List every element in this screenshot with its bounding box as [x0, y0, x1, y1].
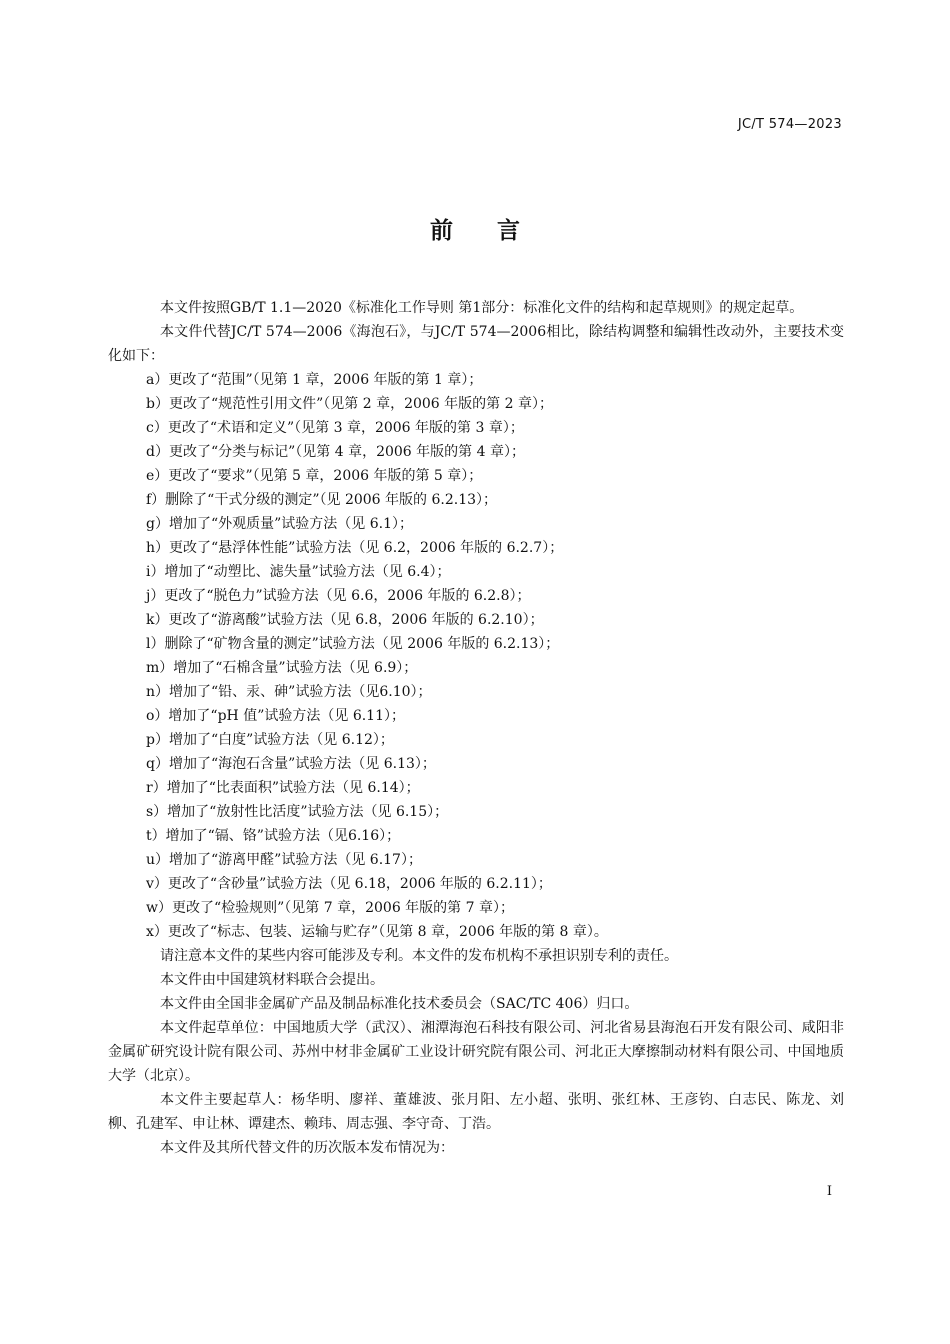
- list-item: e）更改了“要求”（见第 5 章，2006 年版的第 5 章）；: [146, 468, 483, 484]
- list-item: d）更改了“分类与标记”（见第 4 章，2006 年版的第 4 章）；: [146, 444, 525, 460]
- list-item: p）增加了“白度”试验方法（见 6.12）；: [146, 732, 394, 748]
- list-item: u）增加了“游离甲醛”试验方法（见 6.17）；: [146, 852, 422, 868]
- list-item: w）更改了“检验规则”（见第 7 章，2006 年版的第 7 章）；: [146, 900, 514, 916]
- list-item: b）更改了“规范性引用文件”（见第 2 章，2006 年版的第 2 章）；: [146, 396, 553, 412]
- paragraph-history: 本文件及其所代替文件的历次版本发布情况为：: [160, 1140, 454, 1156]
- list-item: i）增加了“动塑比、滤失量”试验方法（见 6.4）；: [146, 564, 451, 580]
- paragraph-proposer: 本文件由中国建筑材料联合会提出。: [160, 972, 384, 988]
- list-item: n）增加了“铅、汞、砷”试验方法（见6.10）；: [146, 684, 432, 700]
- list-item: q）增加了“海泡石含量”试验方法（见 6.13）；: [146, 756, 436, 772]
- list-item: j）更改了“脱色力”试验方法（见 6.6，2006 年版的 6.2.8）；: [146, 588, 531, 604]
- list-item: a）更改了“范围”（见第 1 章，2006 年版的第 1 章）；: [146, 372, 483, 388]
- list-item: x）更改了“标志、包装、运输与贮存”（见第 8 章，2006 年版的第 8 章）。: [146, 924, 608, 940]
- list-item: o）增加了“pH 值”试验方法（见 6.11）；: [146, 708, 405, 724]
- foreword-body: [108, 296, 844, 1160]
- list-item: s）增加了“放射性比活度”试验方法（见 6.15）；: [146, 804, 449, 820]
- list-item: t）增加了“镉、铬”试验方法（见6.16）；: [146, 828, 401, 844]
- page-number: I: [826, 1184, 832, 1199]
- paragraph-drafting-rules: 本文件按照GB/T 1.1—2020《标准化工作导则 第1部分：标准化文件的结构和起草规则》的规定起草。: [160, 300, 804, 316]
- list-item: k）更改了“游离酸”试验方法（见 6.8，2006 年版的 6.2.10）；: [146, 612, 544, 628]
- list-item: l）删除了“矿物含量的测定”试验方法（见 2006 年版的 6.2.13）；: [146, 636, 560, 652]
- paragraph-drafters: 本文件主要起草人：杨华明、廖祥、董雄波、张月阳、左小超、张明、张红林、王彦钧、白志民、陈龙、刘柳、孔建军、申让林、谭建杰、赖玮、周志强、李守奇、丁浩。: [108, 1092, 844, 1132]
- paragraph-patent-notice: 请注意本文件的某些内容可能涉及专利。本文件的发布机构不承担识别专利的责任。: [160, 948, 678, 964]
- list-item: c）更改了“术语和定义”（见第 3 章，2006 年版的第 3 章）；: [146, 420, 524, 436]
- list-item: h）更改了“悬浮体性能”试验方法（见 6.2，2006 年版的 6.2.7）；: [146, 540, 564, 556]
- paragraph-committee: 本文件由全国非金属矿产品及制品标准化技术委员会（SAC/TC 406）归口。: [160, 996, 639, 1012]
- page-title: 前言: [430, 218, 564, 244]
- list-item: r）增加了“比表面积”试验方法（见 6.14）；: [146, 780, 420, 796]
- list-item: g）增加了“外观质量”试验方法（见 6.1）；: [146, 516, 413, 532]
- list-item: m）增加了“石棉含量”试验方法（见 6.9）；: [146, 660, 418, 676]
- list-item: f）删除了“干式分级的测定”（见 2006 年版的 6.2.13）；: [146, 492, 498, 508]
- paragraph-replaces: 本文件代替JC/T 574—2006《海泡石》，与JC/T 574—2006相比，除结构调整和编辑性改动外，主要技术变化如下：: [108, 324, 844, 364]
- changes-list: [108, 368, 844, 944]
- list-item: v）更改了“含砂量”试验方法（见 6.18，2006 年版的 6.2.11）；: [146, 876, 552, 892]
- paragraph-drafting-units: 本文件起草单位：中国地质大学（武汉）、湘潭海泡石科技有限公司、河北省易县海泡石开发有限公司、咸阳非金属矿研究设计院有限公司、苏州中材非金属矿工业设计研究院有限公司、河北正大摩擦制动材料有限公司、中国地质大学（北京）。: [108, 1020, 844, 1084]
- standard-code: JC/T 574—2023: [737, 117, 842, 132]
